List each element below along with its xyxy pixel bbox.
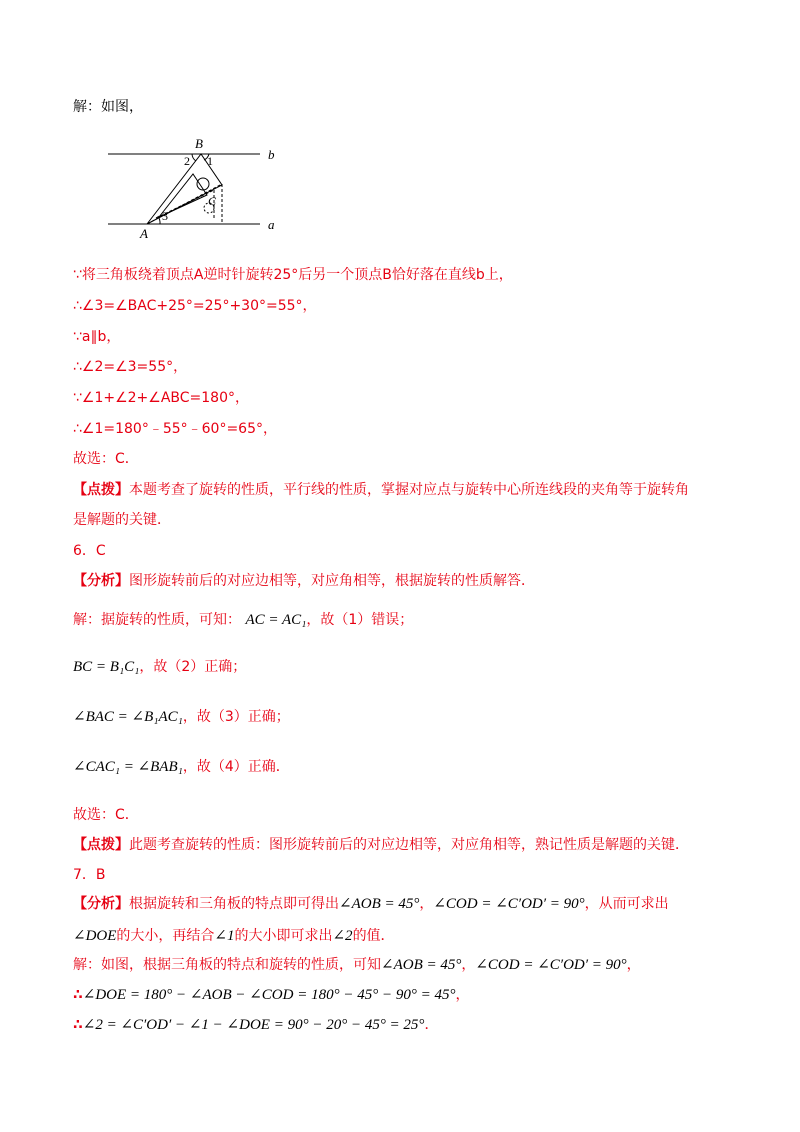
q6-res-2: ，故（2）正确； bbox=[139, 659, 247, 675]
q7-sol-sep: ， bbox=[461, 957, 476, 973]
q7-eq-doe: ∠DOE bbox=[73, 928, 117, 944]
step-3: ∵a∥b， bbox=[73, 329, 121, 345]
q7-analysis-a: 根据旋转和三角板的特点即可得出 bbox=[129, 896, 339, 912]
q6-tip bbox=[73, 834, 689, 854]
q7-step-2: ∠2 = ∠C′OD′ − ∠1 − ∠DOE = 90° − 20° − 45° = 25° bbox=[82, 1017, 425, 1033]
q6-solution-line-2 bbox=[73, 656, 246, 676]
therefore-symbol: ∴ bbox=[73, 987, 83, 1003]
q7-eq-angle-1: ∠1 bbox=[214, 928, 235, 944]
q6-tip-text: 此题考查旋转的性质：图形旋转前后的对应边相等，对应角相等，熟记性质是解题的关键． bbox=[129, 837, 689, 853]
q7-analysis-b: ，从而可求出 bbox=[584, 896, 669, 912]
q7-eq-cod: ∠COD = ∠C′OD′ = 90° bbox=[433, 896, 585, 912]
step-6: ∴∠1=180°﹣55°﹣60°=65°， bbox=[73, 421, 277, 437]
q6-res-4: ，故（4）正确． bbox=[182, 759, 290, 775]
label-C: C bbox=[208, 194, 217, 208]
q7-sol-aob: ∠AOB = 45° bbox=[381, 957, 462, 973]
q6-number: 6．C bbox=[73, 543, 106, 559]
q6-solution-line-4 bbox=[73, 756, 290, 776]
q7-solution-line-2 bbox=[73, 984, 469, 1004]
label-a: a bbox=[268, 217, 275, 232]
q7-eq-angle-2: ∠2 bbox=[332, 928, 353, 944]
q5-choice: 故选：C． bbox=[73, 451, 139, 467]
therefore-symbol: ∴ bbox=[73, 1017, 83, 1033]
q5-tip-line-2: 是解题的关键． bbox=[73, 512, 171, 528]
q6-solution-line-3 bbox=[73, 706, 290, 726]
q6-eq-2: BC = B₁C₁ bbox=[73, 659, 140, 675]
label-angle-3: 3 bbox=[162, 209, 168, 223]
q7-sol-cod: ∠COD = ∠C′OD′ = 90° bbox=[475, 957, 627, 973]
q5-tip-tag: 【点拨】 bbox=[73, 482, 129, 498]
q6-eq-1: AC = AC₁ bbox=[245, 612, 307, 628]
q6-analysis bbox=[73, 570, 535, 590]
q7-analysis-tag: 【分析】 bbox=[73, 896, 129, 912]
solution-intro: 解：如图， bbox=[73, 99, 143, 115]
q7-sep: ， bbox=[419, 896, 434, 912]
step-5: ∵∠1+∠2+∠ABC=180°， bbox=[73, 390, 249, 406]
q7-step-1: ∠DOE = 180° − ∠AOB − ∠COD = 180° − 45° − 90° = 45° bbox=[82, 987, 456, 1003]
label-B: B bbox=[195, 136, 203, 151]
q6-choice: 故选：C． bbox=[73, 807, 139, 823]
q7-analysis-d: 的大小即可求出 bbox=[234, 928, 333, 944]
q6-analysis-tag: 【分析】 bbox=[73, 573, 129, 589]
q7-step-2-end: ． bbox=[424, 1017, 439, 1033]
q6-eq-4: ∠CAC₁ = ∠BAB₁ bbox=[73, 759, 183, 775]
step-1: ∵将三角板绕着顶点A逆时针旋转25°后另一个顶点B恰好落在直线b上， bbox=[73, 267, 513, 283]
label-A: A bbox=[140, 226, 148, 241]
label-b: b bbox=[268, 147, 275, 162]
label-angle-2: 2 bbox=[184, 154, 190, 168]
q7-step-1-end: ， bbox=[455, 987, 470, 1003]
q6-solution-line-1 bbox=[73, 609, 413, 629]
q5-tip-line-1 bbox=[73, 479, 689, 499]
q7-solution-line-1 bbox=[73, 954, 641, 974]
geometry-figure bbox=[100, 132, 300, 242]
q7-number: 7．B bbox=[73, 867, 106, 883]
q6-res-1: ，故（1）错误； bbox=[306, 612, 414, 628]
q7-sol-end: ， bbox=[626, 957, 641, 973]
q6-res-3: ，故（3）正确； bbox=[182, 709, 290, 725]
q6-sol-prefix: 解：据旋转的性质，可知： bbox=[73, 612, 241, 628]
q7-analysis-e: 的值． bbox=[352, 928, 395, 944]
q6-tip-tag: 【点拨】 bbox=[73, 837, 129, 853]
q7-analysis-line-2 bbox=[73, 925, 395, 945]
step-4: ∴∠2=∠3=55°， bbox=[73, 359, 188, 375]
q6-eq-3: ∠BAC = ∠B₁AC₁ bbox=[73, 709, 183, 725]
q6-analysis-text: 图形旋转前后的对应边相等，对应角相等，根据旋转的性质解答． bbox=[129, 573, 535, 589]
q7-analysis-c: 的大小，再结合 bbox=[116, 928, 215, 944]
angle-2-arc bbox=[192, 154, 196, 161]
q7-eq-aob: ∠AOB = 45° bbox=[339, 896, 420, 912]
q7-sol-prefix: 解：如图，根据三角板的特点和旋转的性质，可知 bbox=[73, 957, 381, 973]
q7-analysis-line-1 bbox=[73, 893, 669, 913]
label-angle-1: 1 bbox=[207, 154, 213, 168]
q5-tip-text: 本题考查了旋转的性质，平行线的性质，掌握对应点与旋转中心所连线段的夹角等于旋转角 bbox=[129, 482, 689, 498]
q7-solution-line-3 bbox=[73, 1014, 438, 1034]
step-2: ∴∠3=∠BAC+25°=25°+30°=55°， bbox=[73, 298, 317, 314]
